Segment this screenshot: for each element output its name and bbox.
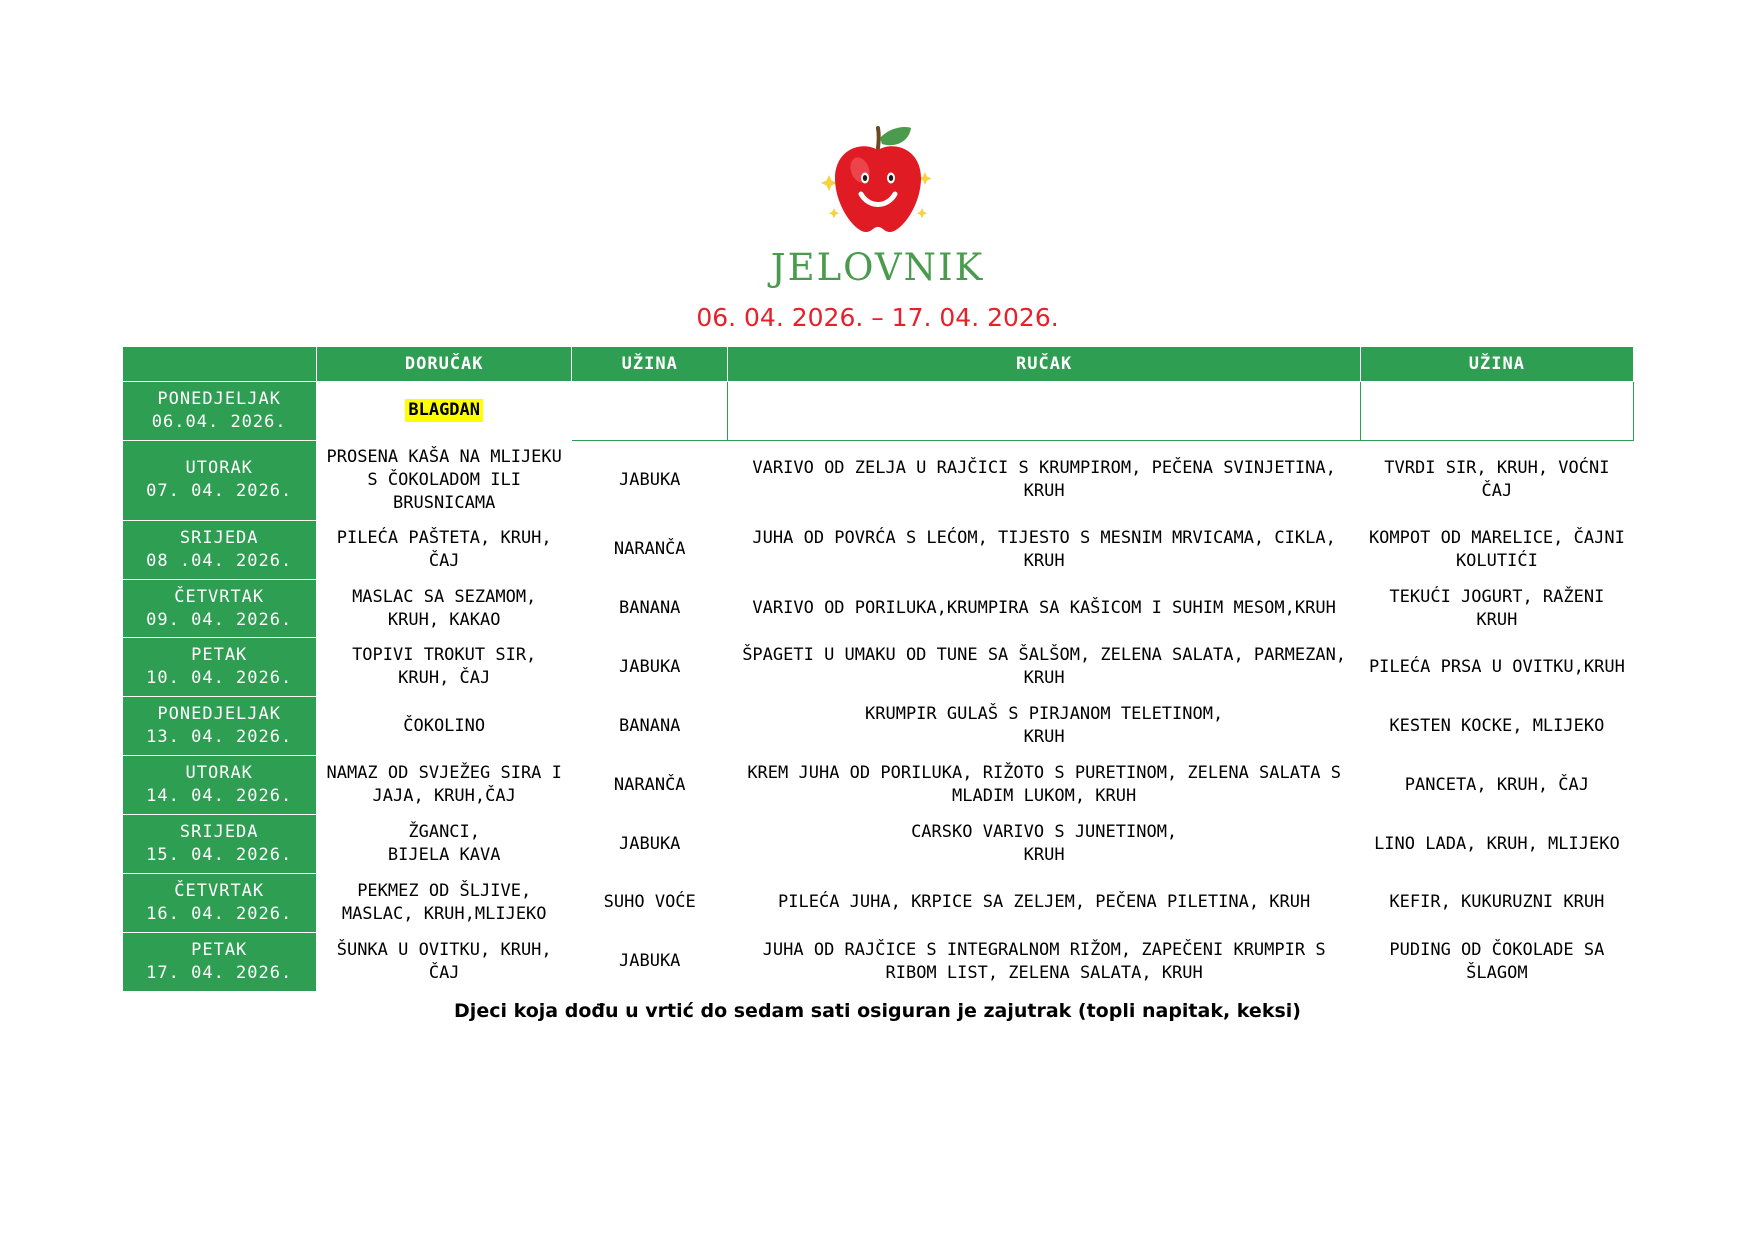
cell-dorucak: MASLAC SA SEZAMOM, KRUH, KAKAO xyxy=(316,579,572,638)
cell-uzina-1: NARANČA xyxy=(572,756,728,815)
cell-day: SRIJEDA 08 .04. 2026. xyxy=(122,520,316,579)
cell-rucak: KREM JUHA OD PORILUKA, RIŽOTO S PURETINOM, ZELENA SALATA S MLADIM LUKOM, KRUH xyxy=(727,756,1360,815)
menu-table xyxy=(122,346,1634,992)
menu-table-wrap xyxy=(122,346,1634,992)
table-body xyxy=(122,382,1633,992)
logo-title: JELOVNIK xyxy=(770,246,985,289)
header-cell-rucak: RUČAK xyxy=(727,347,1360,382)
table-row xyxy=(122,873,1633,932)
cell-day: PONEDJELJAK 06.04. 2026. xyxy=(122,382,316,441)
footnote: Djeci koja dođu u vrtić do sedam sati osiguran je zajutrak (topli napitak, keksi) xyxy=(454,999,1301,1022)
cell-dorucak: TOPIVI TROKUT SIR, KRUH, ČAJ xyxy=(316,638,572,697)
table-row xyxy=(122,638,1633,697)
header-cell-blank xyxy=(122,347,316,382)
cell-rucak: JUHA OD RAJČICE S INTEGRALNOM RIŽOM, ZAPEČENI KRUMPIR S RIBOM LIST, ZELENA SALATA, KRUH xyxy=(727,932,1360,991)
cell-day: UTORAK 07. 04. 2026. xyxy=(122,440,316,520)
table-row xyxy=(122,815,1633,874)
holiday-badge: BLAGDAN xyxy=(405,399,483,422)
cell-uzina-2: KOMPOT OD MARELICE, ČAJNI KOLUTIĆI xyxy=(1361,520,1633,579)
cell-uzina-1: JABUKA xyxy=(572,932,728,991)
cell-rucak xyxy=(727,382,1360,441)
date-range: 06. 04. 2026. – 17. 04. 2026. xyxy=(696,303,1059,332)
cell-dorucak: NAMAZ OD SVJEŽEG SIRA I JAJA, KRUH,ČAJ xyxy=(316,756,572,815)
cell-day: SRIJEDA 15. 04. 2026. xyxy=(122,815,316,874)
cell-uzina-2: TEKUĆI JOGURT, RAŽENI KRUH xyxy=(1361,579,1633,638)
cell-uzina-1: SUHO VOĆE xyxy=(572,873,728,932)
cell-day: PETAK 17. 04. 2026. xyxy=(122,932,316,991)
cell-rucak: PILEĆA JUHA, KRPICE SA ZELJEM, PEČENA PILETINA, KRUH xyxy=(727,873,1360,932)
cell-uzina-1: JABUKA xyxy=(572,440,728,520)
cell-uzina-2: KESTEN KOCKE, MLIJEKO xyxy=(1361,697,1633,756)
cell-uzina-1 xyxy=(572,382,728,441)
cell-dorucak: ČOKOLINO xyxy=(316,697,572,756)
table-row xyxy=(122,382,1633,441)
apple-icon xyxy=(803,120,953,240)
cell-dorucak: ŽGANCI, BIJELA KAVA xyxy=(316,815,572,874)
cell-rucak: JUHA OD POVRĆA S LEĆOM, TIJESTO S MESNIM MRVICAMA, CIKLA, KRUH xyxy=(727,520,1360,579)
cell-uzina-1: BANANA xyxy=(572,697,728,756)
cell-day: UTORAK 14. 04. 2026. xyxy=(122,756,316,815)
cell-uzina-2: LINO LADA, KRUH, MLIJEKO xyxy=(1361,815,1633,874)
cell-uzina-2: PUDING OD ČOKOLADE SA ŠLAGOM xyxy=(1361,932,1633,991)
cell-rucak: CARSKO VARIVO S JUNETINOM, KRUH xyxy=(727,815,1360,874)
cell-uzina-2: PILEĆA PRSA U OVITKU,KRUH xyxy=(1361,638,1633,697)
cell-uzina-1: NARANČA xyxy=(572,520,728,579)
header-cell-dorucak: DORUČAK xyxy=(316,347,572,382)
cell-uzina-1: JABUKA xyxy=(572,638,728,697)
table-row xyxy=(122,697,1633,756)
cell-dorucak: PROSENA KAŠA NA MLIJEKU S ČOKOLADOM ILI BRUSNICAMA xyxy=(316,440,572,520)
cell-day: PONEDJELJAK 13. 04. 2026. xyxy=(122,697,316,756)
cell-rucak: ŠPAGETI U UMAKU OD TUNE SA ŠALŠOM, ZELENA SALATA, PARMEZAN, KRUH xyxy=(727,638,1360,697)
cell-day: ČETVRTAK 09. 04. 2026. xyxy=(122,579,316,638)
cell-uzina-1: BANANA xyxy=(572,579,728,638)
cell-uzina-2: KEFIR, KUKURUZNI KRUH xyxy=(1361,873,1633,932)
table-row xyxy=(122,579,1633,638)
table-head xyxy=(122,347,1633,382)
header-cell-uzina-2: UŽINA xyxy=(1361,347,1633,382)
cell-day: ČETVRTAK 16. 04. 2026. xyxy=(122,873,316,932)
cell-uzina-2 xyxy=(1361,382,1633,441)
header-cell-uzina-1: UŽINA xyxy=(572,347,728,382)
table-row xyxy=(122,520,1633,579)
logo-block xyxy=(0,0,1755,289)
cell-rucak: KRUMPIR GULAŠ S PIRJANOM TELETINOM, KRUH xyxy=(727,697,1360,756)
apple-icon-svg xyxy=(803,120,953,240)
cell-rucak: VARIVO OD PORILUKA,KRUMPIRA SA KAŠICOM I SUHIM MESOM,KRUH xyxy=(727,579,1360,638)
cell-uzina-2: TVRDI SIR, KRUH, VOĆNI ČAJ xyxy=(1361,440,1633,520)
cell-dorucak: PILEĆA PAŠTETA, KRUH, ČAJ xyxy=(316,520,572,579)
cell-dorucak: ŠUNKA U OVITKU, KRUH, ČAJ xyxy=(316,932,572,991)
table-row xyxy=(122,932,1633,991)
cell-uzina-2: PANCETA, KRUH, ČAJ xyxy=(1361,756,1633,815)
table-row xyxy=(122,440,1633,520)
cell-uzina-1: JABUKA xyxy=(572,815,728,874)
cell-dorucak xyxy=(316,382,572,441)
cell-day: PETAK 10. 04. 2026. xyxy=(122,638,316,697)
cell-rucak: VARIVO OD ZELJA U RAJČICI S KRUMPIROM, PEČENA SVINJETINA, KRUH xyxy=(727,440,1360,520)
table-row xyxy=(122,756,1633,815)
header-row xyxy=(122,347,1633,382)
cell-dorucak: PEKMEZ OD ŠLJIVE, MASLAC, KRUH,MLIJEKO xyxy=(316,873,572,932)
